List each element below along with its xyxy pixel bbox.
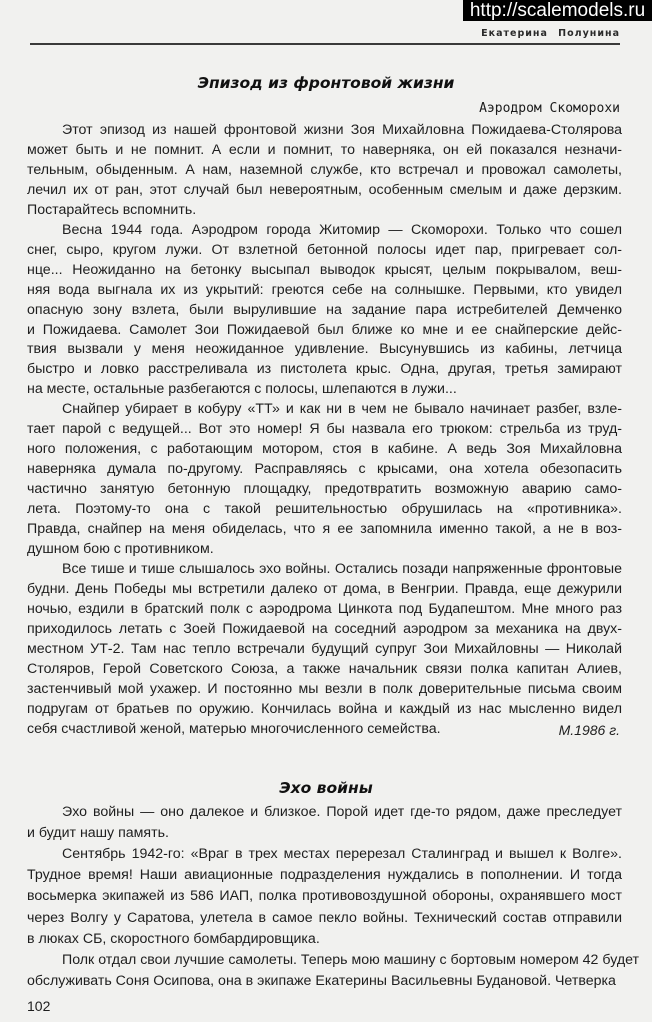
text-line: восьмерка экипажей из 586 ИАП, полка противовоздушной обороны, охранявшего мост — [27, 888, 622, 905]
section-title: Эпизод из фронтовой жизни — [197, 74, 455, 92]
text-line: через Волгу у Саратова, улетела в самое пекло войны. Технический состав отправили — [27, 909, 622, 926]
header-rule — [30, 43, 620, 45]
text-line: снег, сыро, кругом лужи. От взлетной бетонной полосы идет пар, пригревает сол- — [27, 241, 622, 258]
text-line: застенчивый мой ухажер. И постоянно мы везли в полк доверительные письма своим — [27, 680, 622, 697]
text-line: нце... Неожиданно на бетонку высыпал выводок крысят, целым покрывалом, веш- — [27, 261, 622, 278]
text-line: Весна 1944 года. Аэродром города Житомир — Скоморохи. Только что сошел — [62, 221, 622, 238]
watermark: http://scalemodels.ru — [463, 0, 652, 21]
text-line: Столяров, Герой Советского Союза, а также начальник связи полка капитан Алиев, — [27, 660, 622, 677]
text-line: и Пожидаева. Самолет Зои Пожидаевой был ближе ко мне и ее снайперские дейс- — [27, 321, 622, 338]
text-line: может быть и не помнит. А если и помнит, то наверняка, он ей показался незначи- — [27, 141, 622, 158]
page-number: 102 — [27, 998, 51, 1014]
text-line: Этот эпизод из нашей фронтовой жизни Зоя Михайловна Пожидаева-Столярова — [62, 122, 622, 138]
text-line: быстро и ловко расстреливала из пистолета крыс. Одна, другая, третья замирают — [27, 361, 622, 378]
text-line: Постарайтесь вспомнить. — [27, 201, 197, 218]
text-line: Все тише и тише слышалось эхо войны. Остались позади напряженные фронтовые — [62, 560, 622, 577]
text-line: ночью, ездили в братский полк с аэродрома Цинкота под Будапештом. Мне много раз — [27, 600, 622, 617]
text-line: подругам от братьев по оружию. Кончилась война и каждый из нас мысленно видел — [27, 700, 622, 717]
text-line: Полк отдал свои лучшие самолеты. Теперь мою машину с бортовым номером 42 будет — [62, 951, 640, 968]
text-line: на месте, остальные разбегаются с полосы, шлепаются в лужи... — [27, 381, 457, 398]
text-line: Правда, снайпер на меня обиделась, что я ее запомнила именно такой, а не в воз- — [27, 521, 622, 537]
text-line: будни. День Победы мы встретили далеко от дома, в Венгрии. Правда, еще дежурили — [27, 580, 622, 597]
text-line: ного положения, с работающим мотором, стоя в кабине. А ведь Зоя Михайловна — [27, 441, 622, 458]
signature-date: М.1986 г. — [558, 722, 620, 738]
text-line: няя вода выгнала их из укрытий: греются себе на солнышке. Первыми, кто увидел — [27, 281, 622, 298]
text-line: тельным, обыденным. А нам, наземной службе, кто встречал и провожал самолеты, — [27, 161, 622, 178]
running-head-author: Екатерина Полунина — [481, 28, 620, 39]
text-line: частично занятую бетонную площадку, предотвратить возможную аварию само- — [27, 481, 622, 498]
text-line: лечил их от ран, этот случай был невероятным, особенным смелым и даже дерзким. — [27, 181, 622, 198]
text-line: опасную зону взлета, были вырулившие на задание пара истребителей Демченко — [27, 301, 622, 318]
text-line: Эхо войны — оно далекое и близкое. Порой идет где-то рядом, даже преследует — [62, 804, 622, 820]
text-line: Сентябрь 1942-го: «Враг в трех местах перерезал Сталинград и вышел к Волге». — [62, 846, 622, 863]
text-line: тает парой с ведущей... Вот это номер! Я бы назвала его трюком: стрельба из труд- — [27, 421, 622, 438]
text-line: Трудное время! Наши авиационные подразделения нуждались в пополнении. И тогда — [27, 867, 622, 884]
text-line: душном бою с противником. — [27, 540, 214, 557]
text-line: обслуживать Соня Осипова, она в экипаже Екатерины Васильевны Будановой. Четверка — [27, 972, 616, 989]
text-line: твия вызвали у меня неожиданное удивление. Высунувшись из кабины, летчица — [27, 341, 622, 358]
section-subtitle: Аэродром Скоморохи — [479, 101, 620, 116]
text-line: наверняка думала по-другому. Расправляясь с крысами, она хотела обезопасить — [27, 461, 622, 478]
section-title-2: Эхо войны — [279, 779, 373, 797]
text-line: Снайпер убирает в кобуру «ТТ» и как ни в чем не бывало начинает разбег, взле- — [62, 401, 622, 418]
text-line: и будит нашу память. — [27, 825, 169, 842]
text-line: лета. Поэтому-то она с такой решительностью обрушилась на «противника». — [27, 501, 622, 518]
text-line: себя счастливой женой, матерью многочисленного семейства. — [27, 720, 441, 737]
text-line: местном УТ-2. Там нас тепло встречали будущий супруг Зои Михайловны — Николай — [27, 640, 622, 657]
text-line: в люках СБ, скоростного бомбардировщика. — [27, 930, 320, 947]
text-line: приходилось летать с Зоей Пожидаевой на соседний аэродром за механика на двух- — [27, 620, 622, 637]
